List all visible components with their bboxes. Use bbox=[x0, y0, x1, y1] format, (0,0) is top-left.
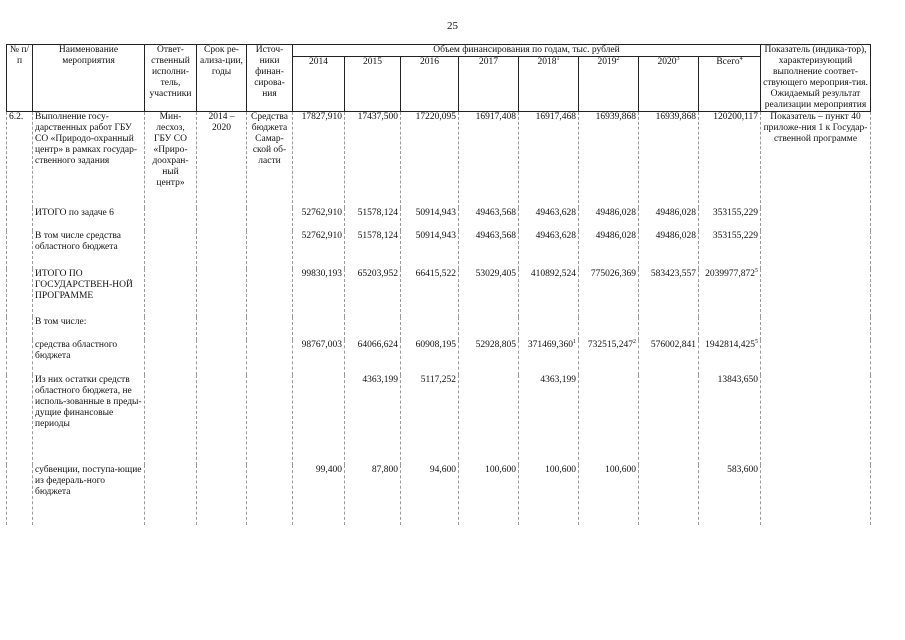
row-responsible bbox=[145, 317, 197, 340]
row-term bbox=[197, 375, 247, 465]
row-value: 53029,405 bbox=[459, 269, 519, 317]
row-value: 410892,524 bbox=[519, 269, 579, 317]
header-year: 2019$^2$ bbox=[579, 57, 639, 112]
header-year: 2016 bbox=[401, 57, 459, 112]
row-value: 4363,199 bbox=[345, 375, 401, 465]
row-value: 64066,624 bbox=[345, 340, 401, 375]
row-value: 732515,247$^2$ bbox=[579, 340, 639, 375]
row-value: 16939,868 bbox=[579, 112, 639, 208]
row-num bbox=[7, 340, 33, 375]
row-value: 49463,628 bbox=[519, 208, 579, 231]
row-source: Средства бюджета Самар-ской об-ласти bbox=[247, 112, 293, 208]
row-total: 353155,229 bbox=[699, 231, 761, 269]
row-value: 51578,124 bbox=[345, 208, 401, 231]
row-value bbox=[579, 317, 639, 340]
row-total: 353155,229 bbox=[699, 208, 761, 231]
header-indicator: Показатель (индика-тор), характеризующий выполнение соответ-ствующего мероприя-тия. Ожидаемый результат реализации мероприятия bbox=[761, 45, 871, 112]
row-source bbox=[247, 269, 293, 317]
row-value: 52928,805 bbox=[459, 340, 519, 375]
row-value: 52762,910 bbox=[293, 231, 345, 269]
header-responsible: Ответ-ственный исполни-тель, участники bbox=[145, 45, 197, 112]
row-total bbox=[699, 317, 761, 340]
row-value: 65203,952 bbox=[345, 269, 401, 317]
header-total: Всего$^4$ bbox=[699, 57, 761, 112]
row-value bbox=[459, 375, 519, 465]
row-name: ИТОГО ПО ГОСУДАРСТВЕН-НОЙ ПРОГРАММЕ bbox=[33, 269, 145, 317]
page-number: 25 bbox=[447, 20, 458, 32]
row-value: 49486,028 bbox=[579, 208, 639, 231]
row-indicator: Показатель – пункт 40 приложе-ния 1 к Государ-ственной программе bbox=[761, 112, 871, 208]
table-row bbox=[7, 231, 871, 269]
row-indicator bbox=[761, 269, 871, 317]
row-source bbox=[247, 375, 293, 465]
row-value: 99830,193 bbox=[293, 269, 345, 317]
row-value: 49463,568 bbox=[459, 208, 519, 231]
row-value: 66415,522 bbox=[401, 269, 459, 317]
row-responsible bbox=[145, 465, 197, 525]
table-row bbox=[7, 208, 871, 231]
header-name: Наименование мероприятия bbox=[33, 45, 145, 112]
row-value: 94,600 bbox=[401, 465, 459, 525]
row-term bbox=[197, 269, 247, 317]
row-value: 50914,943 bbox=[401, 208, 459, 231]
row-value: 16917,408 bbox=[459, 112, 519, 208]
row-value bbox=[639, 465, 699, 525]
row-total: 13843,650 bbox=[699, 375, 761, 465]
row-term bbox=[197, 465, 247, 525]
header-year: 2020$^3$ bbox=[639, 57, 699, 112]
row-value bbox=[579, 375, 639, 465]
row-name: ИТОГО по задаче 6 bbox=[33, 208, 145, 231]
row-value: 5117,252 bbox=[401, 375, 459, 465]
row-value bbox=[459, 317, 519, 340]
row-name: Из них остатки средств областного бюджета, не исполь-зованные в преды-дущие финансовые периоды bbox=[33, 375, 145, 465]
row-value: 17827,910 bbox=[293, 112, 345, 208]
table-row bbox=[7, 317, 871, 340]
row-term bbox=[197, 317, 247, 340]
row-value: 4363,199 bbox=[519, 375, 579, 465]
row-num: 6.2. bbox=[7, 112, 33, 208]
row-value: 16939,868 bbox=[639, 112, 699, 208]
row-num bbox=[7, 269, 33, 317]
row-indicator bbox=[761, 465, 871, 525]
row-value: 371469,360$^1$ bbox=[519, 340, 579, 375]
row-value: 576002,841 bbox=[639, 340, 699, 375]
row-value bbox=[401, 317, 459, 340]
header-row-top bbox=[7, 45, 871, 57]
header-term: Срок ре-ализа-ции, годы bbox=[197, 45, 247, 112]
row-responsible bbox=[145, 231, 197, 269]
header-year: 2017 bbox=[459, 57, 519, 112]
row-indicator bbox=[761, 208, 871, 231]
row-value: 100,600 bbox=[579, 465, 639, 525]
row-num bbox=[7, 231, 33, 269]
row-value: 49463,628 bbox=[519, 231, 579, 269]
header-year: 2014 bbox=[293, 57, 345, 112]
row-value: 49486,028 bbox=[639, 231, 699, 269]
row-num bbox=[7, 208, 33, 231]
row-value bbox=[639, 317, 699, 340]
row-indicator bbox=[761, 231, 871, 269]
row-responsible bbox=[145, 208, 197, 231]
row-source bbox=[247, 231, 293, 269]
row-name: В том числе: bbox=[33, 317, 145, 340]
row-value: 50914,943 bbox=[401, 231, 459, 269]
row-value bbox=[639, 375, 699, 465]
row-responsible bbox=[145, 375, 197, 465]
row-total: 2039977,872$^5$ bbox=[699, 269, 761, 317]
row-name: В том числе средства областного бюджета bbox=[33, 231, 145, 269]
row-source bbox=[247, 465, 293, 525]
row-total: 120200,117 bbox=[699, 112, 761, 208]
row-name: Выполнение госу-дарственных работ ГБУ СО «Природо-охранный центр» в рамках государ-ственного задания bbox=[33, 112, 145, 208]
row-value: 98767,003 bbox=[293, 340, 345, 375]
row-source bbox=[247, 208, 293, 231]
row-num bbox=[7, 465, 33, 525]
row-value: 17220,095 bbox=[401, 112, 459, 208]
row-num bbox=[7, 317, 33, 340]
header-funding: Объем финансирования по годам, тыс. рублей bbox=[293, 45, 761, 57]
row-value: 100,600 bbox=[519, 465, 579, 525]
header-num: № п/п bbox=[7, 45, 33, 112]
row-term: 2014 – 2020 bbox=[197, 112, 247, 208]
row-term bbox=[197, 208, 247, 231]
row-value: 49486,028 bbox=[579, 231, 639, 269]
row-indicator bbox=[761, 375, 871, 465]
row-total: 583,600 bbox=[699, 465, 761, 525]
table-row bbox=[7, 269, 871, 317]
header-year: 2018$^1$ bbox=[519, 57, 579, 112]
row-indicator bbox=[761, 340, 871, 375]
row-value bbox=[293, 317, 345, 340]
row-source bbox=[247, 340, 293, 375]
row-value: 60908,195 bbox=[401, 340, 459, 375]
row-value: 775026,369 bbox=[579, 269, 639, 317]
row-value bbox=[345, 317, 401, 340]
row-name: средства областного бюджета bbox=[33, 340, 145, 375]
row-value: 51578,124 bbox=[345, 231, 401, 269]
row-source bbox=[247, 317, 293, 340]
row-total: 1942814,425$^5$ bbox=[699, 340, 761, 375]
row-term bbox=[197, 340, 247, 375]
row-responsible bbox=[145, 340, 197, 375]
row-value: 87,800 bbox=[345, 465, 401, 525]
row-value bbox=[519, 317, 579, 340]
row-responsible: Мин-лесхоз, ГБУ СО «Приро-доохран-ный центр» bbox=[145, 112, 197, 208]
row-term bbox=[197, 231, 247, 269]
header-year: 2015 bbox=[345, 57, 401, 112]
row-value: 52762,910 bbox=[293, 208, 345, 231]
row-value: 16917,468 bbox=[519, 112, 579, 208]
row-indicator bbox=[761, 317, 871, 340]
header-source: Источ-ники финан-сирова-ния bbox=[247, 45, 293, 112]
table-row bbox=[7, 112, 871, 208]
row-value: 49463,568 bbox=[459, 231, 519, 269]
funding-table bbox=[6, 44, 871, 525]
row-name: субвенции, поступа-ющие из федераль-ного бюджета bbox=[33, 465, 145, 525]
table-row bbox=[7, 465, 871, 525]
row-value: 100,600 bbox=[459, 465, 519, 525]
row-num bbox=[7, 375, 33, 465]
row-value: 99,400 bbox=[293, 465, 345, 525]
table-row bbox=[7, 340, 871, 375]
table-row bbox=[7, 375, 871, 465]
row-value bbox=[293, 375, 345, 465]
row-value: 49486,028 bbox=[639, 208, 699, 231]
row-value: 583423,557 bbox=[639, 269, 699, 317]
row-responsible bbox=[145, 269, 197, 317]
row-value: 17437,500 bbox=[345, 112, 401, 208]
